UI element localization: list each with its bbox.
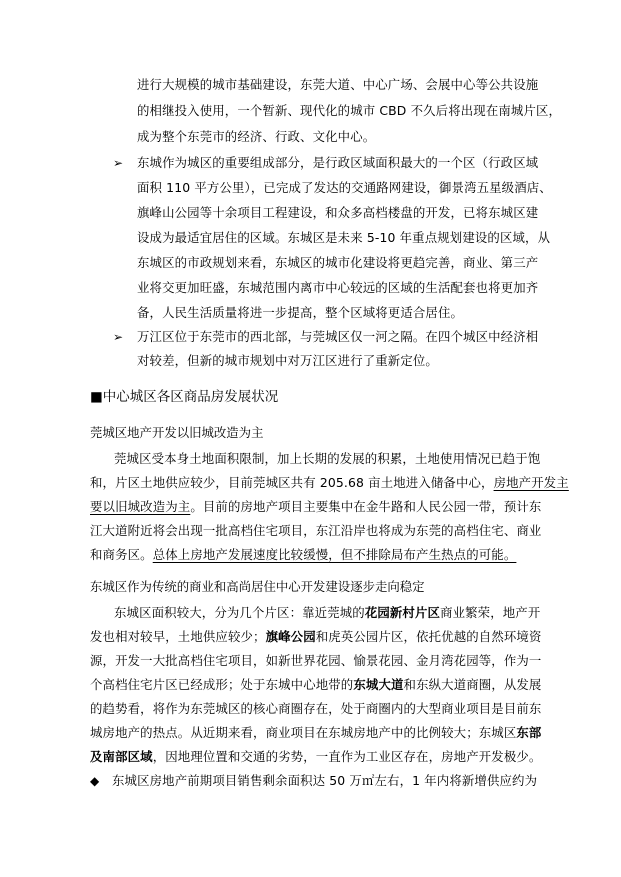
paragraph-line: 城房地产的热点。从近期来看，商业项目在东城房地产中的比例较大；东城区东部 xyxy=(90,725,542,740)
paragraph-line: 和商务区。总体上房地产发展速度比较缓慢，但不排除局布产生热点的可能。 xyxy=(90,547,517,562)
bullet1-line: 东城区的市政规划来看，东城区的城市化建设将更趋完善，商业、第三产 xyxy=(137,255,539,270)
paragraph-line: 发也相对较早，土地供应较少；旗峰公园和虎英公园片区，依托优越的自然环境资 xyxy=(90,629,542,644)
paragraph-line: 江大道附近将会出现一批高档住宅项目，东江沿岸也将成为东莞的高档住宅、商业 xyxy=(90,523,542,538)
bullet1-line: 设成为最适宜居住的区域。东城区是未来 5-10 年重点规划建设的区域，从 xyxy=(137,230,551,245)
paragraph-line: 源，开发一大批高档住宅项目，如新世界花园、愉景花园、金月湾花园等，作为一 xyxy=(90,653,542,668)
paragraph-line: 东城区面积较大，分为几个片区：靠近莞城的花园新村片区商业繁荣，地产开 xyxy=(114,605,541,620)
arrow-bullet-icon: ➢ xyxy=(113,330,124,344)
diamond-bullet-icon: ◆ xyxy=(90,774,100,788)
subsection-title: 东城区作为传统的商业和高尚居住中心开发建设逐步走向稳定 xyxy=(90,579,425,594)
bullet1-line: 旗峰山公园等十余项目工程建设，和众多高档楼盘的开发，已将东城区建 xyxy=(137,205,539,220)
bullet1-line: 业将交更加旺盛，东城范围内离市中心较远的区域的生活配套也将更加齐 xyxy=(137,280,539,295)
bullet2-line: 万江区位于东莞市的西北部，与莞城区仅一河之隔。在四个城区中经济相 xyxy=(137,329,539,344)
bullet1-line: 面积 110 平方公里），已完成了发达的交通路网建设，御景湾五星级酒店、 xyxy=(137,180,552,195)
paragraph-line: 要以旧城改造为主。目前的房地产项目主要集中在金牛路和人民公园一带，预计东 xyxy=(90,499,542,514)
paragraph-line: 莞城区受本身土地面积限制，加上长期的发展的积累，土地使用情况已趋于饱 xyxy=(114,451,541,466)
paragraph-line: 进行大规模的城市基础建设，东莞大道、中心广场、会展中心等公共设施 xyxy=(137,77,539,92)
paragraph-line: 及南部区域，因地理位置和交通的劣势，一直作为工业区存在，房地产开发极少。 xyxy=(90,749,542,764)
paragraph-line: 个高档住宅片区已经成形；处于东城中心地带的东城大道和东纵大道商圈，从发展 xyxy=(90,677,542,692)
bullet1-line: 备，人民生活质量将进一步提高，整个区域将更适合居住。 xyxy=(137,305,464,320)
paragraph-line: 和，片区土地供应较少，目前莞城区共有 205.68 亩土地进入储备中心，房地产开发主 xyxy=(90,475,569,490)
bullet1-line: 东城作为城区的重要组成部分，是行政区域面积最大的一个区（行政区域 xyxy=(137,155,539,170)
paragraph-line: 成为整个东莞市的经济、行政、文化中心。 xyxy=(137,129,376,144)
arrow-bullet-icon: ➢ xyxy=(113,156,124,170)
paragraph-line: 的相继投入使用，一个暂新、现代化的城市 CBD 不久后将出现在南城片区， xyxy=(137,103,562,118)
bullet2-line: 对较差，但新的城市规划中对万江区进行了重新定位。 xyxy=(137,353,438,368)
paragraph-line: 东城区房地产前期项目销售剩余面积达 50 万㎡左右，1 年内将新增供应约为 xyxy=(112,773,538,788)
subsection-title: 莞城区地产开发以旧城改造为主 xyxy=(90,425,264,440)
paragraph-line: 的趋势看，将作为东莞城区的核心商圈存在，处于商圈内的大型商业项目是目前东 xyxy=(90,701,542,716)
section-heading: ■中心城区各区商品房发展状况 xyxy=(90,389,279,405)
